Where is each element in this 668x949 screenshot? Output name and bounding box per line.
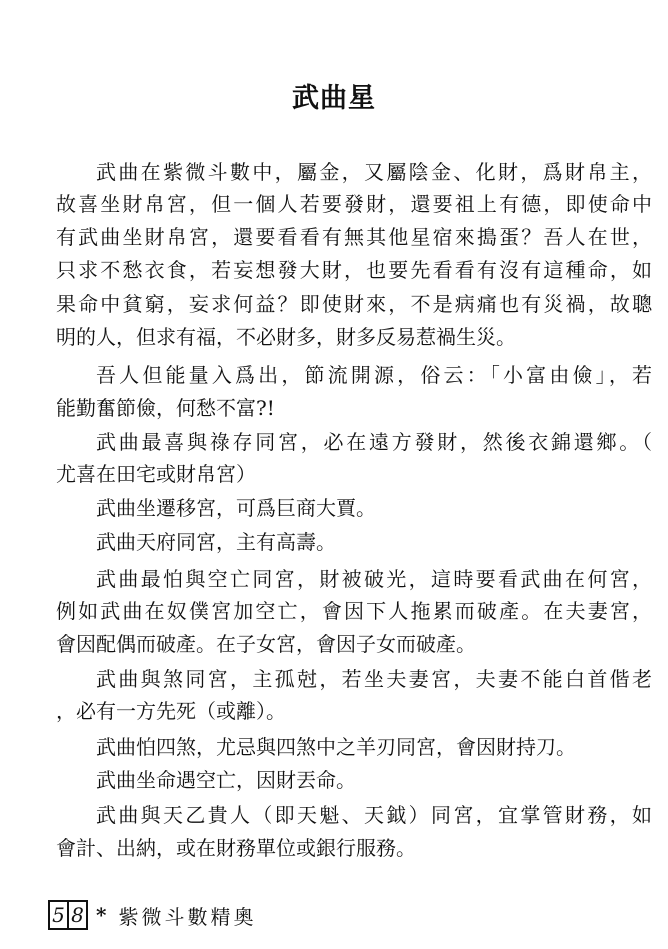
text-line: 會計、出納，或在財務單位或銀行服務。 xyxy=(56,836,416,860)
footer-star: * xyxy=(96,903,107,927)
text-line: 武曲與天乙貴人（即天魁、天鉞）同宮，宜掌管財務，如 xyxy=(96,803,652,827)
chapter-title: 武曲星 xyxy=(292,83,376,114)
text-line: 武曲怕四煞，尤忌與四煞中之羊刃同宮，會因財持刀。 xyxy=(96,735,576,759)
text-line: 能勤奮節儉，何愁不富?! xyxy=(56,396,275,420)
text-line: 武曲最怕與空亡同宮，財被破光，這時要看武曲在何宮， xyxy=(96,567,652,591)
text-line: 故喜坐財帛宮，但一個人若要發財，還要祖上有德，即使命中 xyxy=(56,192,652,216)
text-line: 尤喜在田宅或財帛宮） xyxy=(56,462,256,486)
text-line: 只求不愁衣食，若妄想發大財，也要先看看有沒有這種命，如 xyxy=(56,258,652,282)
text-line: 武曲坐遷移宮，可爲巨商大賈。 xyxy=(96,496,376,520)
text-line: 明的人，但求有福，不必財多，財多反易惹禍生災。 xyxy=(56,325,516,349)
page-number-box xyxy=(48,900,88,930)
text-line: 武曲在紫微斗數中，屬金，又屬陰金、化財，爲財帛主， xyxy=(96,160,652,184)
page-number-digit: 8 xyxy=(67,902,86,928)
text-line: 武曲坐命遇空亡，因財丟命。 xyxy=(96,768,356,792)
book-title: 紫微斗數精奧 xyxy=(118,904,257,929)
text-line: 例如武曲在奴僕宮加空亡，會因下人拖累而破產。在夫妻宮， xyxy=(56,599,652,623)
text-line: 武曲天府同宮，主有高壽。 xyxy=(96,530,336,554)
text-line: 果命中貧窮，妄求何益？即使財來，不是病痛也有災禍，故聰 xyxy=(56,292,652,316)
text-line: ，必有一方先死（或離）。 xyxy=(56,699,286,723)
text-line: 吾人但能量入爲出，節流開源，俗云：「小富由儉」，若 xyxy=(96,363,652,387)
text-line: 武曲最喜與祿存同宮，必在遠方發財，然後衣錦還鄉。（ xyxy=(96,430,652,454)
page-footer xyxy=(48,900,256,930)
text-line: 會因配偶而破產。在子女宮，會因子女而破產。 xyxy=(56,632,476,656)
page-number-digit: 5 xyxy=(52,903,65,927)
text-line: 武曲與煞同宮，主孤尅，若坐夫妻宮，夫妻不能白首偕老 xyxy=(96,667,652,691)
text-line: 有武曲坐財帛宮，還要看看有無其他星宿來搗蛋？吾人在世， xyxy=(56,225,652,249)
